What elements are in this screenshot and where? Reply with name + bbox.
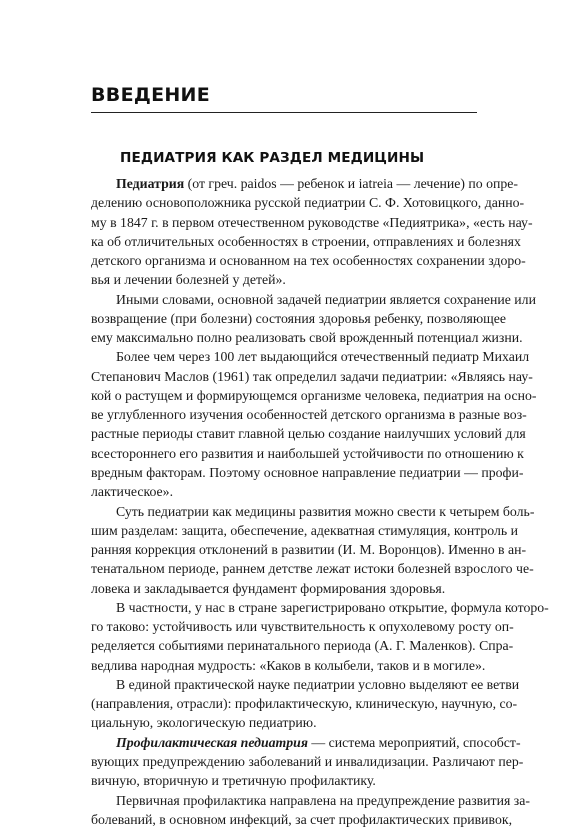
text-line: детского организма и основанном на тех особенностях сохранении здоро- [91,253,526,269]
text-line: вующих предупреждению заболеваний и инвалидизации. Различают пер- [91,753,524,769]
text-line: го таково: устойчивость или чувствительность к опухолевому росту оп- [91,619,514,635]
text-line: ведлива народная мудрость: «Каков в колыбели, таков и в могиле». [91,657,486,673]
text-line: ределяется событиями перинатального периода (А. Г. Маленков). Спра- [91,638,514,654]
text-line: ве углубленного изучения особенностей детского организма в разные воз- [91,407,527,423]
keyword: Педиатрия [116,176,185,191]
text-line: му в 1847 г. в первом отечественном руководстве «Педиятрика», «есть нау- [91,214,533,230]
text-line: Профилактическая педиатрия — система мероприятий, способст- [116,734,521,750]
section-title: ПЕДИАТРИЯ КАК РАЗДЕЛ МЕДИЦИНЫ [120,150,425,166]
text-line: Более чем через 100 лет выдающийся отечественный педиатр Михаил [116,349,530,365]
text-line: В частности, у нас в стране зарегистрировано открытие, формула которо- [116,599,549,615]
text-line: вредным факторам. Поэтому основное направление педиатрии — профи- [91,464,524,480]
text-line: (направления, отрасли): профилактическую, клиническую, научную, со- [91,696,518,712]
text-line: тенатальном периоде, раннем детстве лежат истоки болезней взрослого че- [91,561,534,577]
title-rule [91,112,477,113]
text-line: Педиатрия (от греч. paidos — ребенок и iatreia — лечение) по опре- [116,176,519,191]
text-line: шим разделам: защита, обеспечение, адекватная стимуляция, контроль и [91,522,519,538]
text-line: Суть педиатрии как медицины развития можно свести к четырем боль- [116,503,535,519]
chapter-title: ВВЕДЕНИЕ [91,84,211,106]
text-line: ему максимально полно реализовать свой врожденный потенциал жизни. [91,330,523,346]
text-line: В единой практической науке педиатрии условно выделяют ее ветви [116,676,520,692]
text-line: Степанович Маслов (1961) так определил задачи педиатрии: «Являясь нау- [91,368,533,384]
text-line: растные периоды ставит главной целью создание наилучших условий для [91,426,526,442]
text-line: лактическое». [91,484,174,500]
text-line: ловека и закладывается фундамент формирования здоровья. [91,580,446,596]
text-line: всестороннего его развития и наибольшей устойчивости по отношению к [91,445,524,461]
text-line: вичную, вторичную и третичную профилактику. [91,773,376,789]
text-line: болеваний, в основном инфекций, за счет профилактических прививок, [91,811,513,827]
text-line: циальную, экологическую педиатрию. [91,715,317,731]
keyword-italic: Профилактическая педиатрия [116,734,308,750]
text-line: вья и лечении болезней у детей». [91,272,286,288]
text-line: Первичная профилактика направлена на предупреждение развития за- [116,792,530,808]
text-line: ранняя коррекция отклонений в развитии (И. М. Воронцов). Именно в ан- [91,542,527,558]
text-line: кой о растущем и формирующемся организме человека, педиатрия на осно- [91,387,537,403]
text-line: возвращение (при болезни) состояния здоровья ребенку, позволяющее [91,310,506,326]
text-line: делению основоположника русской педиатрии С. Ф. Хотовицкого, данно- [91,195,525,211]
body-text [91,174,549,829]
text-line: ка об отличительных особенностях в строении, отправлениях и болезнях [91,233,521,249]
text-line: Иными словами, основной задачей педиатрии является сохранение или [116,291,536,307]
